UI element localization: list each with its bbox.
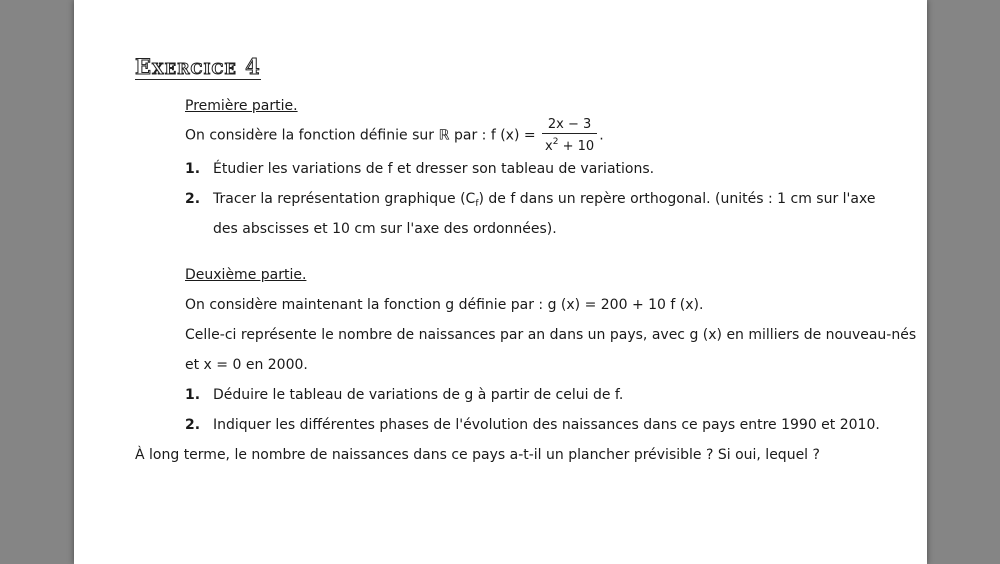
part1-item2-number: 2. [185,191,201,207]
document-page [74,0,927,564]
part2-heading: Deuxième partie. [185,267,307,283]
denominator-base: x [545,139,553,154]
item2-text-a: Tracer la représentation graphique (C [213,191,476,207]
part1-intro-end: . [599,127,604,144]
part1-intro [185,116,604,155]
part1-intro-text: On considère la fonction définie sur ℝ par : f (x) = [185,127,536,144]
part2-line3: et x = 0 en 2000. [185,357,308,373]
part2-item2-text: Indiquer les différentes phases de l'évolution des naissances dans ce pays entre 1990 et 2010. [213,417,880,433]
part1-item1-number: 1. [185,161,201,177]
part2-item1-text: Déduire le tableau de variations de g à partir de celui de f. [213,387,624,403]
item2-subscript: f [475,199,479,209]
denominator-rest: + 10 [558,139,595,154]
part1-item1-text: Étudier les variations de f et dresser son tableau de variations. [213,161,655,177]
function-fraction [542,116,597,155]
conclusion-question: À long terme, le nombre de naissances dans ce pays a-t-il un plancher prévisible ? Si oui, lequel ? [135,447,820,463]
part2-line2: Celle-ci représente le nombre de naissances par an dans un pays, avec g (x) en milliers de nouveau-nés [185,327,917,343]
part1-item2-continuation: des abscisses et 10 cm sur l'axe des ordonnées). [213,221,557,237]
fraction-numerator: 2x − 3 [542,116,597,134]
part2-line1: On considère maintenant la fonction g définie par : g (x) = 200 + 10 f (x). [185,297,704,313]
part2-item1-number: 1. [185,387,201,403]
denominator-exponent: 2 [552,137,559,147]
part2-item2-number: 2. [185,417,201,433]
item2-text-b: ) de f dans un repère orthogonal. (unités : 1 cm sur l'axe [478,191,876,207]
part1-heading: Première partie. [185,98,298,114]
fraction-denominator [542,134,597,155]
part1-item2-text [213,190,875,213]
exercise-title: Exercice 4 [135,54,261,79]
